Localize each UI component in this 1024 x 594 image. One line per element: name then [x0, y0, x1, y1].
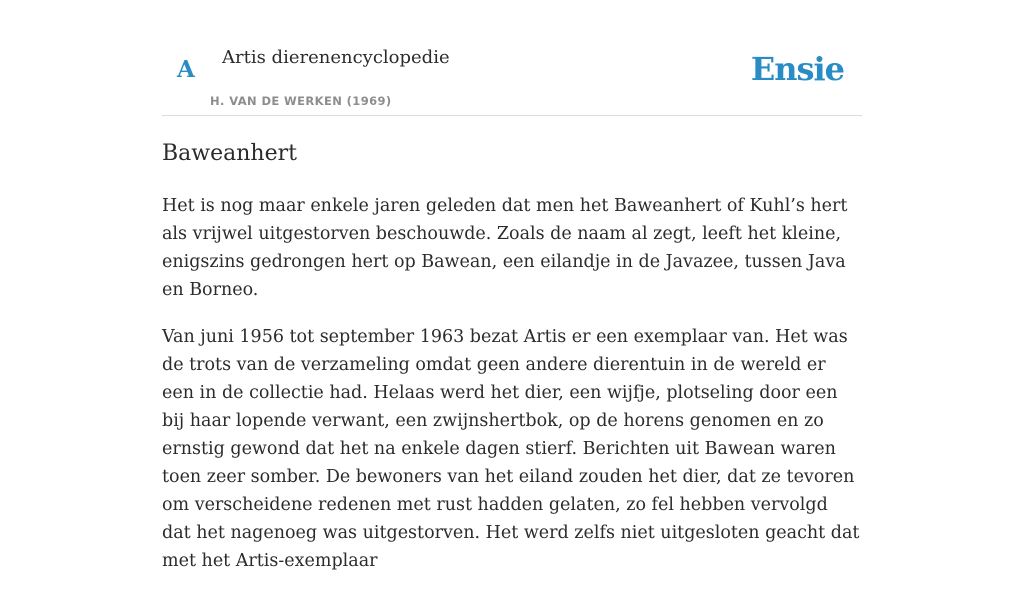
book-author: H. VAN DE WERKEN (1969) [210, 94, 392, 108]
article-body [162, 192, 862, 594]
page [162, 0, 862, 571]
index-letter[interactable]: A [177, 56, 195, 83]
article-title: Baweanhert [162, 141, 297, 166]
ensie-logo[interactable]: Ensie [750, 50, 844, 88]
book-title-link[interactable]: Artis dierenencyclopedie [222, 47, 450, 68]
article-paragraph: Van juni 1956 tot september 1963 bezat Artis er een exemplaar van. Het was de trots van de verzameling omdat geen andere dierentuin in de wereld er een in de collectie had. Helaas werd het dier, een wijfje, plotseling door een bij haar lopende verwant, een zwijnshertbok, op de horens genomen en zo ernstig gewond dat het na enkele dagen stierf. Berichten uit Bawean waren toen zeer somber. De bewoners van het eiland zouden het dier, dat ze tevoren om verscheidene redenen met rust hadden gelaten, zo fel hebben vervolgd dat het nagenoeg was uitgestorven. Het werd zelfs niet uitgesloten geacht dat met het Artis-exemplaar [162, 327, 860, 571]
article-paragraph: Het is nog maar enkele jaren geleden dat men het Baweanhert of Kuhl’s hert als vrijwel uitgestorven beschouwde. Zoals de naam al zegt, leeft het kleine, enigszins gedrongen hert op Bawean, een eilandje in de Javazee, tussen Java en Borneo. [162, 196, 848, 300]
header [162, 0, 862, 116]
